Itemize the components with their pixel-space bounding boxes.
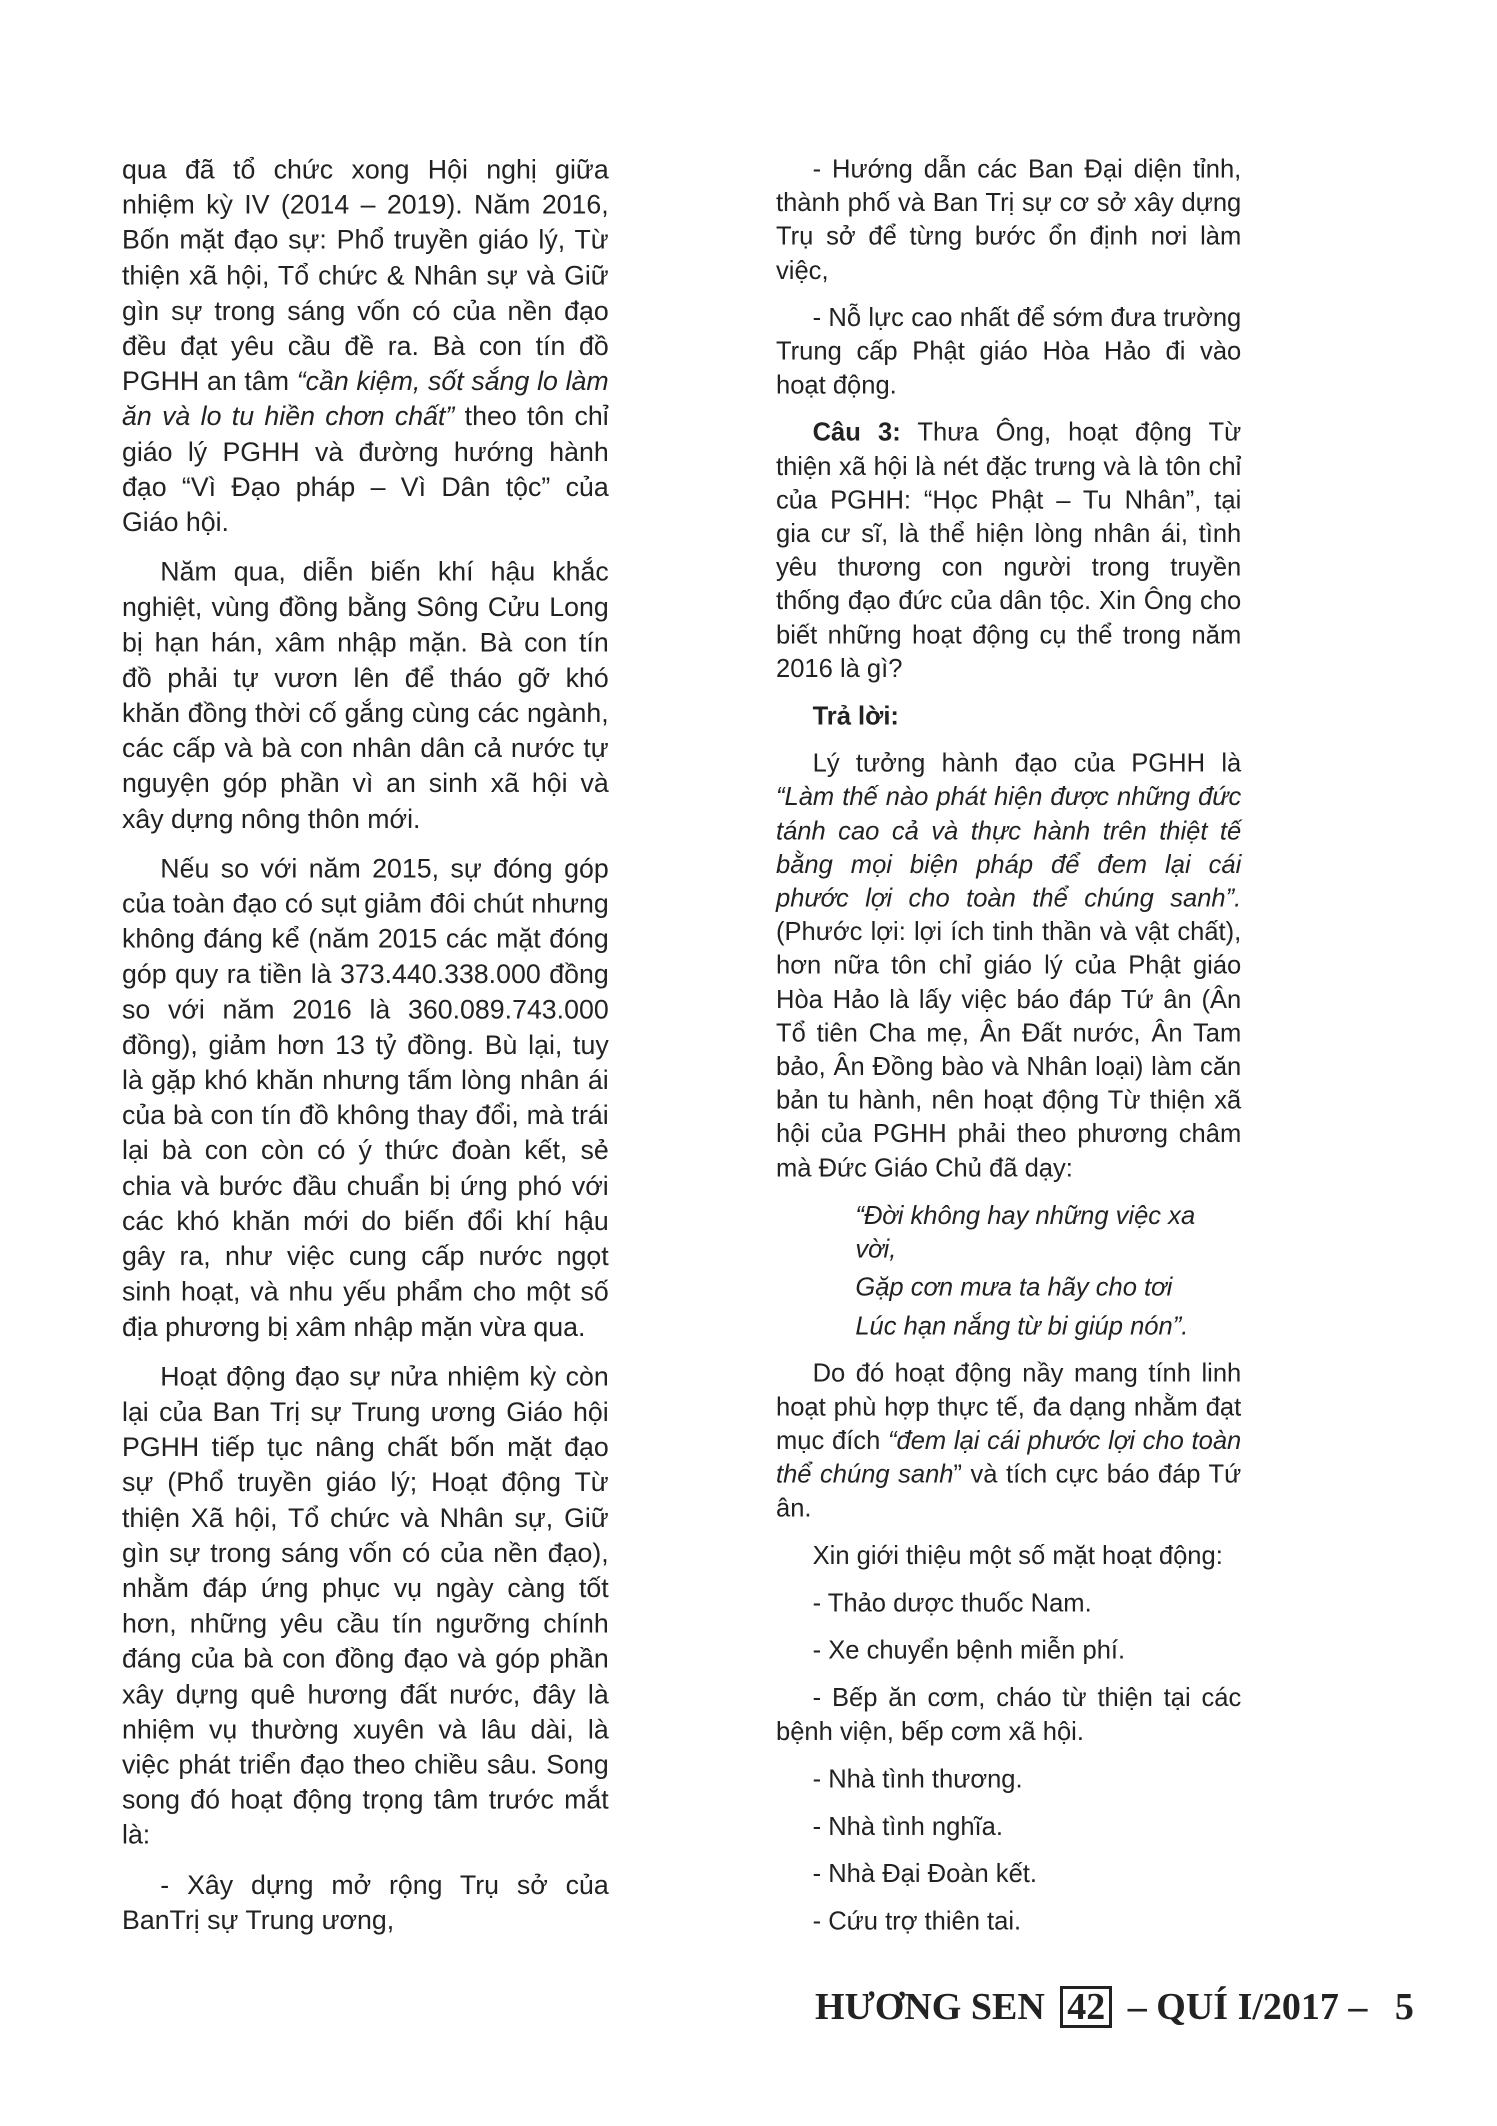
question-label: Câu 3:	[812, 418, 901, 447]
paragraph: - Xây dựng mở rộng Trụ sở của BanTrị sự Trung ương,	[122, 1870, 609, 1936]
list-item: - Cứu trợ thiên tai.	[812, 1907, 1022, 1936]
text-span: ” và tích cực báo đáp Tứ ân.	[776, 1460, 1242, 1523]
list-item: - Bếp ăn cơm, cháo từ thiện tại các bệnh viện, bếp cơm xã hội.	[776, 1684, 1242, 1746]
list-item: - Xe chuyển bệnh miễn phí.	[812, 1636, 1126, 1665]
paragraph: Năm qua, diễn biến khí hậu khắc nghiệt, vùng đồng bằng Sông Cửu Long bị hạn hán, xâm nhập mặn. Bà con tín đồ phải tự vươn lên để tháo gỡ khó khăn đồng thời cố gắng cùng các ngành, các cấp và bà con nhân dân cả nước tự nguyện góp phần vì an sinh xã hội và xây dựng nông thôn mới.	[122, 557, 609, 835]
list-item: - Nhà Đại Đoàn kết.	[812, 1860, 1038, 1889]
paragraph: Xin giới thiệu một số mặt hoạt động:	[812, 1541, 1223, 1570]
magazine-name: HƯƠNG SEN	[815, 1986, 1045, 2028]
paragraph: - Hướng dẫn các Ban Đại diện tỉnh, thành phố và Ban Trị sự cơ sở xây dựng Trụ sở để từng bước ổn định nơi làm việc,	[776, 155, 1242, 285]
paragraph: Nếu so với năm 2015, sự đóng góp của toàn đạo có sụt giảm đôi chút nhưng không đáng kể (năm 2015 các mặt đóng góp quy ra tiền là 373.440.338.000 đồng so với năm 2016 là 360.089.743.000 đồng), giảm hơn 13 tỷ đồng. Bù lại, tuy là gặp khó khăn nhưng tấm lòng nhân ái của bà con tín đồ không thay đổi, mà trái lại bà con còn có ý thức đoàn kết, sẻ chia và bước đầu chuẩn bị ứng phó với các khó khăn mới do biến đổi khí hậu gây ra, như việc cung cấp nước ngọt sinh hoạt, và nhu yếu phẩm cho một số địa phương bị xâm nhập mặn vừa qua.	[122, 854, 609, 1343]
left-column	[122, 153, 609, 1953]
answer-label: Trả lời:	[812, 702, 899, 731]
italic-quote: “đem lại cái phước lợi cho toàn thể chúng sanh	[776, 1426, 1242, 1489]
paragraph	[122, 153, 609, 541]
paragraph: Hoạt động đạo sự nửa nhiệm kỳ còn lại của Ban Trị sự Trung ương Giáo hội PGHH tiếp tục nâng chất bốn mặt đạo sự (Phổ truyền giáo lý; Hoạt động Từ thiện Xã hội, Tổ chức và Nhân sự, Giữ gìn sự trong sáng vốn có của nền đạo), nhằm đáp ứng phục vụ ngày càng tốt hơn, những yêu cầu tín ngưỡng chính đáng của bà con đồng đạo và góp phần xây dựng quê hương đất nước, đây là nhiệm vụ thường xuyên và lâu dài, là việc phát triển đạo theo chiều sâu. Song song đó hoạt động trọng tâm trước mắt là:	[122, 1362, 609, 1851]
list-item: - Nhà tình thương.	[812, 1765, 1023, 1794]
question-text: Thưa Ông, hoạt động Từ thiện xã hội là nét đặc trưng và là tôn chỉ của PGHH: “Học Phật – Tu Nhân”, tại gia cư sĩ, là thể hiện lòng nhân ái, tình yêu thương con người trong truyền thống đạo đức của dân tộc. Xin Ông cho biết những hoạt động cụ thể trong năm 2016 là gì?	[776, 418, 1242, 683]
italic-quote: “Làm thế nào phát hiện được những đức tánh cao cả và thực hành trên thiệt tế bằng mọi biện pháp để đem lại cái phước lợi cho toàn thể chúng sanh”.	[776, 783, 1242, 913]
answer-label-paragraph	[776, 700, 1241, 734]
paragraph: - Nỗ lực cao nhất để sớm đưa trường Trung cấp Phật giáo Hòa Hảo đi vào hoạt động.	[776, 303, 1242, 400]
list-item: - Thảo dược thuốc Nam.	[812, 1589, 1092, 1618]
verse-line: Lúc hạn nắng từ bi giúp nón”.	[855, 1311, 1189, 1341]
verse-line: “Đời không hay những việc xa vời,	[855, 1201, 1196, 1264]
text-span: qua đã tổ chức xong Hội nghị giữa nhiệm kỳ IV (2014 – 2019). Năm 2016, Bốn mặt đạo sự: Phổ truyền giáo lý, Từ thiện xã hội, Tổ chức & Nhân sự và Giữ gìn sự trong sáng vốn có của nền đạo đều đạt yêu cầu đề ra. Bà con tín đồ PGHH an tâm	[122, 155, 609, 397]
question-paragraph	[776, 416, 1241, 686]
text-span: Lý tưởng hành đạo của PGHH là	[812, 749, 1242, 778]
list-item: - Nhà tình nghĩa.	[812, 1812, 1003, 1841]
right-column	[776, 153, 1241, 1953]
text-span: Do đó hoạt động nầy mang tính linh hoạt phù hợp thực tế, đa dạng nhằm đạt mục đích	[776, 1359, 1242, 1456]
issue-number-box: 42	[1060, 1986, 1112, 2028]
paragraph	[776, 1357, 1241, 1526]
page-number: 5	[1394, 1986, 1414, 2028]
verse-line: Gặp cơn mưa ta hãy cho tơi	[855, 1273, 1173, 1302]
paragraph	[776, 747, 1241, 1185]
text-span: (Phước lợi: lợi ích tinh thần và vật chất), hơn nữa tôn chỉ giáo lý của Phật giáo Hòa Hảo là lấy việc báo đáp Tứ ân (Ân Tổ tiên Cha mẹ, Ân Đất nước, Ân Tam bảo, Ân Đồng bào và Nhân loại) làm căn bản tu hành, nên hoạt động Từ thiện xã hội của PGHH phải theo phương châm mà Đức Giáo Chủ đã dạy:	[776, 918, 1242, 1183]
italic-quote: “cần kiệm, sốt sắng lo làm ăn và lo tu hiền chơn chất”	[122, 367, 609, 432]
text-span: theo tôn chỉ giáo lý PGHH và đường hướng hành đạo “Vì Đạo pháp – Vì Dân tộc” của Giáo hội.	[122, 402, 609, 538]
quarter-label: – QUÍ I/2017 –	[1127, 1986, 1368, 2028]
page-footer	[815, 1985, 1414, 2029]
